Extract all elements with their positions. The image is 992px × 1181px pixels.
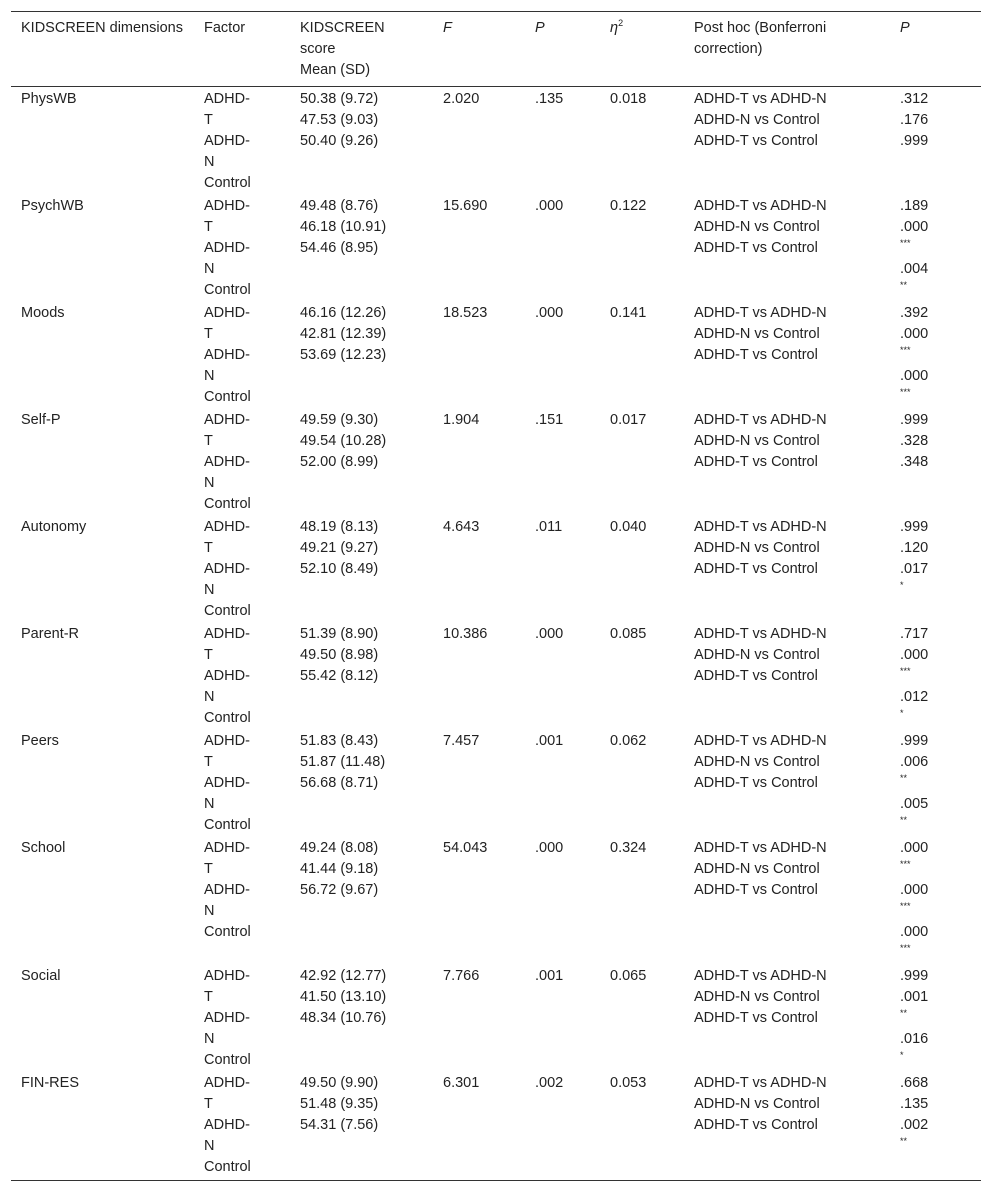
posthoc-p-cell — [890, 964, 981, 1071]
dimension-cell: Social — [21, 968, 61, 984]
posthoc-p-value: .999 — [900, 133, 929, 149]
header-eta-symbol: η — [610, 20, 619, 36]
comparison-label: ADHD-T vs ADHD-N — [694, 840, 827, 856]
table-body — [11, 87, 981, 1181]
posthoc-p-line — [900, 1115, 971, 1157]
eta-value-cell: 0.065 — [610, 968, 647, 984]
posthoc-p-cell — [890, 87, 981, 195]
factor-label: ADHD-T — [204, 733, 250, 770]
posthoc-p-line — [900, 966, 971, 987]
comparison-label: ADHD-T vs Control — [694, 454, 818, 470]
comparison-label: ADHD-T vs ADHD-N — [694, 626, 827, 642]
posthoc-p-cell — [890, 622, 981, 729]
table-row — [11, 408, 981, 515]
header-posthoc-p: P — [890, 12, 981, 87]
p-value-cell: .000 — [535, 305, 564, 321]
posthoc-p-line — [900, 538, 971, 559]
header-posthoc-line1: Post hoc (Bonferroni — [694, 20, 827, 36]
factor-label: ADHD-T — [204, 968, 250, 1005]
posthoc-p-line — [900, 559, 971, 601]
comparison-label: ADHD-N vs Control — [694, 112, 820, 128]
comparison-label: ADHD-T vs Control — [694, 347, 818, 363]
score-cell — [290, 964, 433, 1071]
header-row — [11, 12, 981, 87]
posthoc-p-line — [900, 922, 971, 964]
significance-stars: *** — [900, 387, 911, 397]
factor-cell — [194, 515, 290, 622]
significance-stars: *** — [900, 859, 911, 869]
significance-stars: * — [900, 580, 904, 590]
score-value: 51.39 (8.90) — [300, 626, 379, 642]
factor-label: ADHD-N — [204, 1117, 250, 1154]
eta-value-cell: 0.141 — [610, 305, 647, 321]
factor-label: Control — [204, 924, 251, 940]
comparison-label: ADHD-N vs Control — [694, 326, 820, 342]
posthoc-p-line — [900, 89, 971, 110]
posthoc-p-line — [900, 624, 971, 645]
score-value: 55.42 (8.12) — [300, 668, 379, 684]
posthoc-p-line — [900, 687, 971, 729]
significance-stars: *** — [900, 943, 911, 953]
score-value: 56.72 (9.67) — [300, 882, 379, 898]
posthoc-p-value: .000 — [900, 924, 929, 940]
dimension-cell: PsychWB — [21, 198, 84, 214]
comparison-cell — [684, 301, 890, 408]
posthoc-p-line — [900, 410, 971, 431]
posthoc-p-value: .328 — [900, 433, 929, 449]
significance-stars: ** — [900, 815, 908, 825]
factor-cell — [194, 194, 290, 301]
comparison-label: ADHD-N vs Control — [694, 989, 820, 1005]
posthoc-p-cell — [890, 836, 981, 964]
posthoc-p-line — [900, 110, 971, 131]
factor-label: ADHD-N — [204, 668, 250, 705]
f-value-cell: 54.043 — [443, 840, 488, 856]
score-value: 48.19 (8.13) — [300, 519, 379, 535]
posthoc-p-line — [900, 131, 971, 152]
score-value: 49.59 (9.30) — [300, 412, 379, 428]
p-value-cell: .000 — [535, 840, 564, 856]
comparison-label: ADHD-N vs Control — [694, 754, 820, 770]
dimension-cell: Peers — [21, 733, 59, 749]
posthoc-p-value: .000 — [900, 326, 929, 342]
comparison-label: ADHD-T vs ADHD-N — [694, 412, 827, 428]
f-value-cell: 6.301 — [433, 1071, 525, 1180]
posthoc-p-value: .000 — [900, 647, 929, 663]
factor-label: ADHD-T — [204, 412, 250, 449]
header-eta-sup: 2 — [618, 18, 624, 28]
score-cell — [290, 622, 433, 729]
p-value-cell: .001 — [535, 968, 564, 984]
posthoc-p-value: .668 — [900, 1075, 929, 1091]
eta-value-cell: 0.017 — [610, 412, 647, 428]
posthoc-p-cell — [890, 1071, 981, 1180]
posthoc-p-value: .999 — [900, 412, 929, 428]
posthoc-p-line — [900, 259, 971, 301]
dimension-cell: School — [21, 840, 66, 856]
header-score-line1: KIDSCREEN — [300, 20, 385, 36]
posthoc-p-value: .000 — [900, 882, 929, 898]
posthoc-p-line — [900, 517, 971, 538]
posthoc-p-value: .005 — [900, 796, 929, 812]
posthoc-p-value: .012 — [900, 689, 929, 705]
significance-stars: *** — [900, 345, 911, 355]
dimension-cell: PhysWB — [21, 91, 77, 107]
posthoc-p-line — [900, 838, 971, 880]
factor-cell — [194, 964, 290, 1071]
significance-stars: *** — [900, 666, 911, 676]
comparison-label: ADHD-T vs ADHD-N — [694, 519, 827, 535]
posthoc-p-cell — [890, 408, 981, 515]
significance-stars: ** — [900, 1008, 908, 1018]
factor-cell — [194, 301, 290, 408]
comparison-label: ADHD-N vs Control — [694, 861, 820, 877]
factor-label: ADHD-N — [204, 561, 250, 598]
factor-cell — [194, 87, 290, 195]
dimension-cell: Moods — [21, 305, 65, 321]
header-dimension: KIDSCREEN dimensions — [11, 12, 194, 87]
eta-value-cell: 0.018 — [610, 91, 647, 107]
score-cell — [290, 87, 433, 195]
f-value-cell: 7.766 — [443, 968, 480, 984]
comparison-label: ADHD-T vs Control — [694, 133, 818, 149]
score-value: 50.38 (9.72) — [300, 91, 379, 107]
p-value-cell: .011 — [535, 519, 563, 535]
posthoc-p-value: .120 — [900, 540, 929, 556]
score-cell — [290, 515, 433, 622]
factor-label: ADHD-T — [204, 198, 250, 235]
comparison-label: ADHD-T vs Control — [694, 561, 818, 577]
eta-value-cell: 0.324 — [610, 840, 647, 856]
posthoc-p-line — [900, 431, 971, 452]
comparison-cell — [684, 515, 890, 622]
posthoc-p-value: .999 — [900, 519, 929, 535]
comparison-label: ADHD-N vs Control — [694, 1096, 820, 1112]
comparison-cell — [684, 1071, 890, 1180]
posthoc-p-value: .006 — [900, 754, 929, 770]
significance-stars: ** — [900, 1136, 908, 1146]
posthoc-p-value: .001 — [900, 989, 929, 1005]
factor-label: ADHD-T — [204, 840, 250, 877]
score-value: 49.54 (10.28) — [300, 433, 387, 449]
dimension-cell: Self-P — [21, 412, 61, 428]
posthoc-p-cell — [890, 194, 981, 301]
factor-label: Control — [204, 282, 251, 298]
score-value: 51.87 (11.48) — [300, 754, 386, 770]
comparison-cell — [684, 836, 890, 964]
significance-stars: * — [900, 1050, 904, 1060]
posthoc-p-value: .176 — [900, 112, 929, 128]
factor-label: Control — [204, 389, 251, 405]
score-value: 52.10 (8.49) — [300, 561, 379, 577]
p-value-cell: .000 — [535, 198, 564, 214]
score-cell — [290, 836, 433, 964]
score-value: 51.83 (8.43) — [300, 733, 379, 749]
comparison-label: ADHD-T vs ADHD-N — [694, 733, 827, 749]
score-value: 48.34 (10.76) — [300, 1010, 387, 1026]
posthoc-p-line — [900, 731, 971, 752]
header-p: P — [525, 12, 600, 87]
factor-cell — [194, 729, 290, 836]
table-row — [11, 729, 981, 836]
factor-label: ADHD-N — [204, 1010, 250, 1047]
comparison-cell — [684, 87, 890, 195]
posthoc-p-value: .016 — [900, 1031, 929, 1047]
significance-stars: * — [900, 708, 904, 718]
posthoc-p-cell — [890, 729, 981, 836]
factor-label: Control — [204, 710, 251, 726]
factor-label: ADHD-N — [204, 775, 250, 812]
posthoc-p-line — [900, 303, 971, 324]
dimension-cell: Autonomy — [21, 519, 87, 535]
posthoc-p-value: .392 — [900, 305, 929, 321]
comparison-cell — [684, 964, 890, 1071]
header-posthoc-line2: correction) — [694, 41, 763, 57]
score-value: 50.40 (9.26) — [300, 133, 379, 149]
posthoc-p-value: .000 — [900, 840, 929, 856]
table-row — [11, 87, 981, 195]
f-value-cell: 18.523 — [443, 305, 488, 321]
comparison-label: ADHD-N vs Control — [694, 540, 820, 556]
comparison-cell — [684, 194, 890, 301]
comparison-label: ADHD-T vs ADHD-N — [694, 305, 827, 321]
significance-stars: ** — [900, 280, 908, 290]
comparison-label: ADHD-T vs Control — [694, 668, 818, 684]
comparison-cell — [684, 729, 890, 836]
p-value-cell: .151 — [535, 412, 564, 428]
factor-label: ADHD-T — [204, 626, 250, 663]
factor-cell — [194, 408, 290, 515]
f-value-cell: 7.457 — [443, 733, 480, 749]
posthoc-p-value: .000 — [900, 368, 929, 384]
comparison-label: ADHD-T vs Control — [694, 1010, 818, 1026]
posthoc-p-value: .312 — [900, 91, 929, 107]
dimension-cell: Parent-R — [21, 626, 80, 642]
comparison-label: ADHD-N vs Control — [694, 219, 820, 235]
score-cell — [290, 194, 433, 301]
header-score — [290, 12, 433, 87]
comparison-label: ADHD-N vs Control — [694, 647, 820, 663]
score-value: 46.16 (12.26) — [300, 305, 387, 321]
posthoc-p-value: .348 — [900, 454, 929, 470]
header-score-line2: score — [300, 41, 336, 57]
f-value-cell: 10.386 — [443, 626, 488, 642]
eta-value-cell: 0.085 — [610, 626, 647, 642]
factor-label: ADHD-N — [204, 882, 250, 919]
significance-stars: ** — [900, 773, 908, 783]
score-value: 49.50 (8.98) — [300, 647, 379, 663]
factor-label: ADHD-N — [204, 454, 250, 491]
posthoc-p-line — [900, 1029, 971, 1071]
score-value: 53.69 (12.23) — [300, 347, 387, 363]
comparison-label: ADHD-T vs Control — [694, 775, 818, 791]
posthoc-p-line — [900, 880, 971, 922]
table-row — [11, 301, 981, 408]
score-value: 47.53 (9.03) — [300, 112, 379, 128]
score-cell — [290, 408, 433, 515]
score-cell — [290, 729, 433, 836]
p-value-cell: .002 — [525, 1071, 600, 1180]
posthoc-p-value: .017 — [900, 561, 929, 577]
f-value-cell: 15.690 — [443, 198, 488, 214]
posthoc-p-value: .999 — [900, 733, 929, 749]
factor-label: ADHD-N — [204, 133, 250, 170]
posthoc-p-line — [900, 324, 971, 366]
comparison-label: ADHD-T vs Control — [694, 882, 818, 898]
comparison-label: ADHD-T vs Control — [694, 1117, 818, 1133]
table-row — [11, 836, 981, 964]
factor-label: Control — [204, 1159, 251, 1175]
posthoc-p-value: .189 — [900, 198, 929, 214]
factor-cell — [194, 1071, 290, 1180]
score-value: 42.81 (12.39) — [300, 326, 387, 342]
factor-label: Control — [204, 817, 251, 833]
eta-value-cell: 0.040 — [610, 519, 647, 535]
posthoc-p-line — [900, 366, 971, 408]
score-value: 49.48 (8.76) — [300, 198, 379, 214]
header-posthoc — [684, 12, 890, 87]
eta-value-cell: 0.053 — [600, 1071, 684, 1180]
score-value: 52.00 (8.99) — [300, 454, 379, 470]
f-value-cell: 4.643 — [443, 519, 480, 535]
comparison-label: ADHD-T vs ADHD-N — [694, 1075, 827, 1091]
comparison-cell — [684, 622, 890, 729]
score-value: 49.50 (9.90) — [300, 1075, 379, 1091]
score-value: 46.18 (10.91) — [300, 219, 387, 235]
comparison-label: ADHD-N vs Control — [694, 433, 820, 449]
p-value-cell: .000 — [535, 626, 564, 642]
comparison-label: ADHD-T vs ADHD-N — [694, 968, 827, 984]
kidscreen-table — [11, 11, 981, 1181]
posthoc-p-line — [900, 452, 971, 473]
factor-label: Control — [204, 175, 251, 191]
table-row — [11, 964, 981, 1071]
comparison-label: ADHD-T vs ADHD-N — [694, 198, 827, 214]
significance-stars: *** — [900, 901, 911, 911]
header-score-line3: Mean (SD) — [300, 62, 371, 78]
posthoc-p-cell — [890, 301, 981, 408]
table-row — [11, 515, 981, 622]
posthoc-p-line — [900, 794, 971, 836]
posthoc-p-cell — [890, 515, 981, 622]
factor-label: ADHD-T — [204, 91, 250, 128]
score-value: 49.21 (9.27) — [300, 540, 379, 556]
p-value-cell: .001 — [535, 733, 564, 749]
significance-stars: *** — [900, 238, 911, 248]
f-value-cell: 1.904 — [443, 412, 480, 428]
factor-cell — [194, 836, 290, 964]
table-row — [11, 194, 981, 301]
posthoc-p-line — [900, 1094, 971, 1115]
score-cell — [290, 1071, 433, 1180]
f-value-cell: 2.020 — [443, 91, 480, 107]
factor-label: Control — [204, 603, 251, 619]
header-f: F — [433, 12, 525, 87]
factor-label: ADHD-T — [204, 305, 250, 342]
posthoc-p-line — [900, 196, 971, 217]
posthoc-p-line — [900, 645, 971, 687]
table-row — [11, 622, 981, 729]
score-value: 54.46 (8.95) — [300, 240, 379, 256]
posthoc-p-line — [900, 752, 971, 794]
score-value: 42.92 (12.77) — [300, 968, 387, 984]
dimension-cell: FIN-RES — [11, 1071, 194, 1180]
posthoc-p-value: .004 — [900, 261, 929, 277]
score-value: 41.50 (13.10) — [300, 989, 387, 1005]
posthoc-p-line — [900, 1073, 971, 1094]
score-value: 49.24 (8.08) — [300, 840, 379, 856]
factor-label: Control — [204, 1052, 251, 1068]
comparison-label: ADHD-T vs Control — [694, 240, 818, 256]
score-cell — [290, 301, 433, 408]
table-row — [11, 1071, 981, 1180]
comparison-cell — [684, 408, 890, 515]
score-value: 41.44 (9.18) — [300, 861, 379, 877]
factor-cell — [194, 622, 290, 729]
factor-label: ADHD-N — [204, 347, 250, 384]
eta-value-cell: 0.122 — [610, 198, 647, 214]
posthoc-p-line — [900, 987, 971, 1029]
posthoc-p-value: .717 — [900, 626, 929, 642]
posthoc-p-line — [900, 217, 971, 259]
posthoc-p-value: .002 — [900, 1117, 929, 1133]
factor-label: ADHD-T — [204, 1075, 250, 1112]
header-eta — [600, 12, 684, 87]
p-value-cell: .135 — [535, 91, 564, 107]
factor-label: Control — [204, 496, 251, 512]
posthoc-p-value: .135 — [900, 1096, 929, 1112]
factor-label: ADHD-N — [204, 240, 250, 277]
score-value: 54.31 (7.56) — [300, 1117, 379, 1133]
header-factor: Factor — [194, 12, 290, 87]
posthoc-p-value: .999 — [900, 968, 929, 984]
comparison-label: ADHD-T vs ADHD-N — [694, 91, 827, 107]
eta-value-cell: 0.062 — [610, 733, 647, 749]
posthoc-p-value: .000 — [900, 219, 929, 235]
factor-label: ADHD-T — [204, 519, 250, 556]
score-value: 56.68 (8.71) — [300, 775, 379, 791]
score-value: 51.48 (9.35) — [300, 1096, 379, 1112]
